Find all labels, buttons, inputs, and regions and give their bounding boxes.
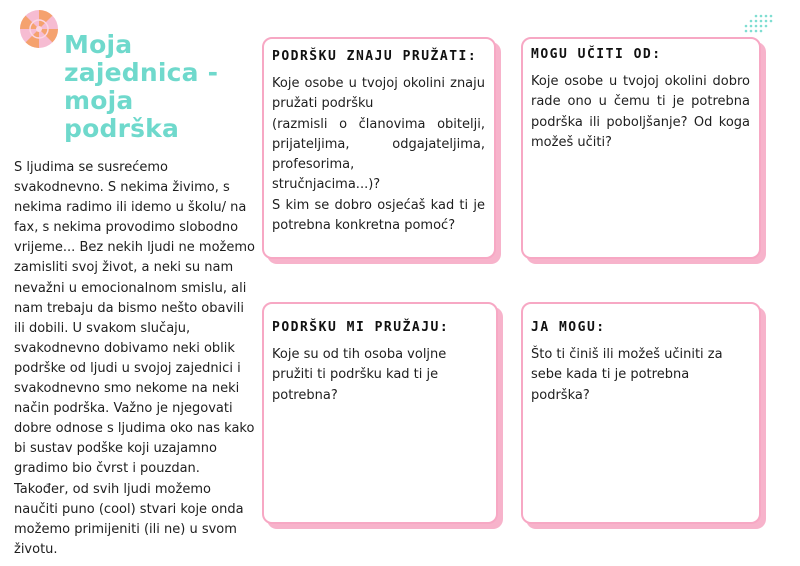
card-title: JA MOGU: [531,320,606,335]
intro-line: zamisliti svoj život, a neki su nam [14,260,234,276]
title-line: podrška [64,114,180,143]
card-body [531,345,750,406]
card-i-can [521,302,761,524]
intro-line: ili dobili. U svakom slučaju, [14,320,191,336]
card-panel [262,302,498,524]
card-panel [262,37,496,259]
card-question: Koje su od tih osoba voljne pružiti ti podršku kad ti je potrebna? [272,347,447,403]
card-support-providers [262,302,498,524]
intro-line: gradimo bio čvrst i pouzdan. [14,461,200,477]
title-line: zajednica - [64,58,219,87]
intro-line: fax, s nekima provodimo slobodno [14,220,239,236]
card-body [531,72,750,153]
card-question: Koje osobe u tvojoj okolini dobro rade ono u čemu ti je potrebna podrška ili poboljšanje? Od koga možeš učiti? [531,74,750,150]
intro-line: nevažni u emocionalnom smislu, ali [14,280,247,296]
intro-line: S ljudima se susrećemo [14,160,168,175]
card-question: Koje osobe u tvojoj okolini znaju pružati podršku [272,76,485,112]
intro-line: dobre odnose s ljudima oko nas kako [14,421,255,437]
card-body [272,345,487,406]
intro-line: Također, od svih ljudi možemo [14,481,211,497]
title-line: moja [64,86,134,115]
intro-line: svakodnevno smo nekome na neki [14,381,240,397]
title-line: Moja [64,30,133,59]
card-question: S kim se dobro osjećaš kad ti je potrebna konkretna pomoć? [272,197,485,234]
card-question: (razmisli o članovima obitelji, prijateljima, odgajateljima, profesorima, [272,116,485,173]
card-question: stručnjacima...)? [272,177,381,193]
card-panel [521,302,761,524]
intro-line: svakodnevno dobivamo neki oblik [14,340,235,356]
intro-line: životu. [14,541,58,557]
intro-line: nam trebaju da bismo nešto obavili [14,300,244,316]
intro-line: način podrška. Važno je njegovati [14,401,233,417]
intro-line: bi sustav podške koji uzajamno [14,441,217,457]
card-panel [521,37,761,259]
intro-line: podrške od ljudi u svojoj zajednici i [14,360,241,376]
dots-pattern-icon [742,14,774,36]
intro-line: svakodnevno. S nekima živimo, s [14,180,230,196]
card-learn-from [521,37,761,259]
page-title [64,31,264,143]
intro-line: nekima radimo ili idemo u školu/ na [14,200,247,216]
intro-line: možemo primijeniti (ili ne) u svom [14,521,237,537]
intro-text [14,158,255,560]
card-support-givers [262,37,496,259]
card-title: PODRŠKU MI PRUŽAJU: [272,320,450,335]
card-body [272,74,485,236]
intro-line: vrijeme... Bez nekih ljudi ne možemo [14,240,255,256]
card-question: Što ti činiš ili možeš učiniti za sebe kada ti je potrebna podrška? [531,347,723,403]
intro-line: naučiti puno (cool) stvari koje onda [14,501,244,517]
swirl-candy-icon [19,9,59,49]
card-title: MOGU UČITI OD: [531,47,662,62]
card-title: PODRŠKU ZNAJU PRUŽATI: [272,49,478,64]
